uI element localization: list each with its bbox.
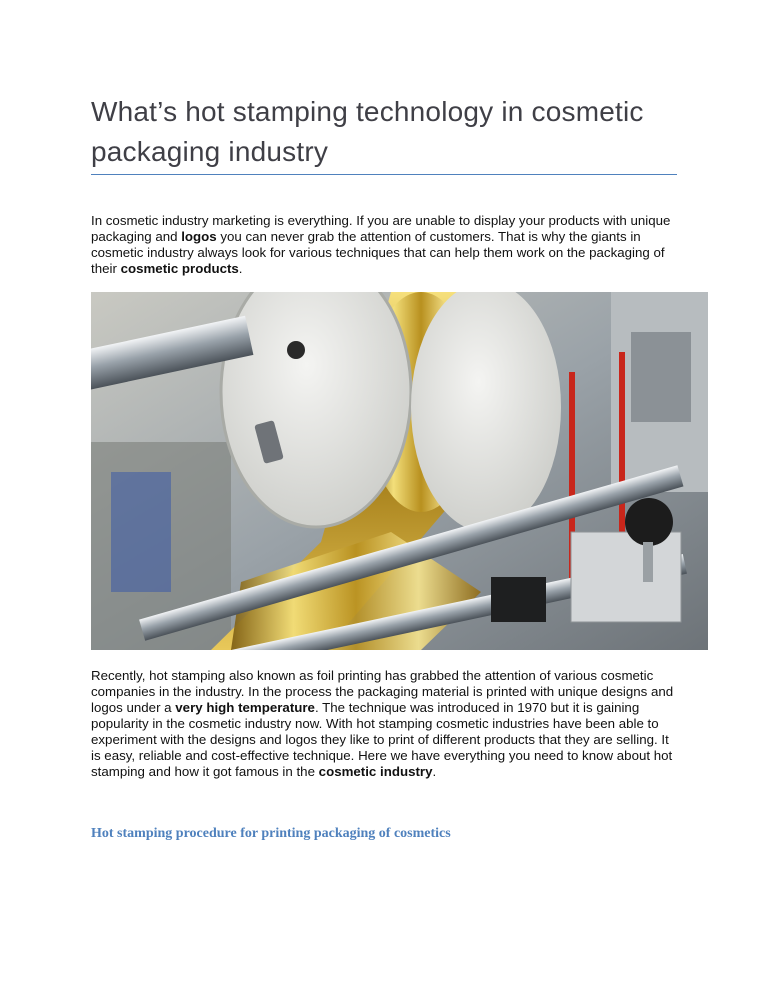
bold-very-high-temperature: very high temperature: [175, 700, 315, 715]
text-run: In cosmetic industry marketing is everything. If you are unable to display your products with unique packaging and: [91, 213, 671, 244]
bold-logos: logos: [181, 229, 217, 244]
bold-cosmetic-products: cosmetic products: [120, 261, 239, 276]
title-underline: [91, 174, 677, 175]
text-run: you can never grab the attention of customers. That is why the giants in cosmetic industry always look for various techniques that can help them work on the packaging of their: [91, 229, 665, 276]
intro-paragraph: [91, 213, 681, 277]
hot-stamping-machine-photo: [91, 292, 708, 650]
body-paragraph: [91, 668, 681, 780]
text-run: .: [238, 261, 243, 276]
section-heading: Hot stamping procedure for printing packaging of cosmetics: [91, 826, 451, 841]
text-run: Recently, hot stamping also known as foil printing has grabbed the attention of various cosmetic companies in the industry. In the process the packaging material is printed with unique designs and logos under a: [91, 668, 674, 715]
text-run: .: [432, 764, 437, 779]
document-title: What’s hot stamping technology in cosmetic packaging industry: [91, 96, 644, 167]
bold-cosmetic-industry: cosmetic industry: [318, 764, 433, 779]
text-run: . The technique was introduced in 1970 but it is gaining popularity in the cosmetic industry now. With hot stamping cosmetic industries have been able to experiment with the designs and logos they like to print of different products that they are selling. It is easy, reliable and cost-effective technique. Here we have everything you need to know about hot stamping and how it got famous in the: [91, 700, 673, 779]
